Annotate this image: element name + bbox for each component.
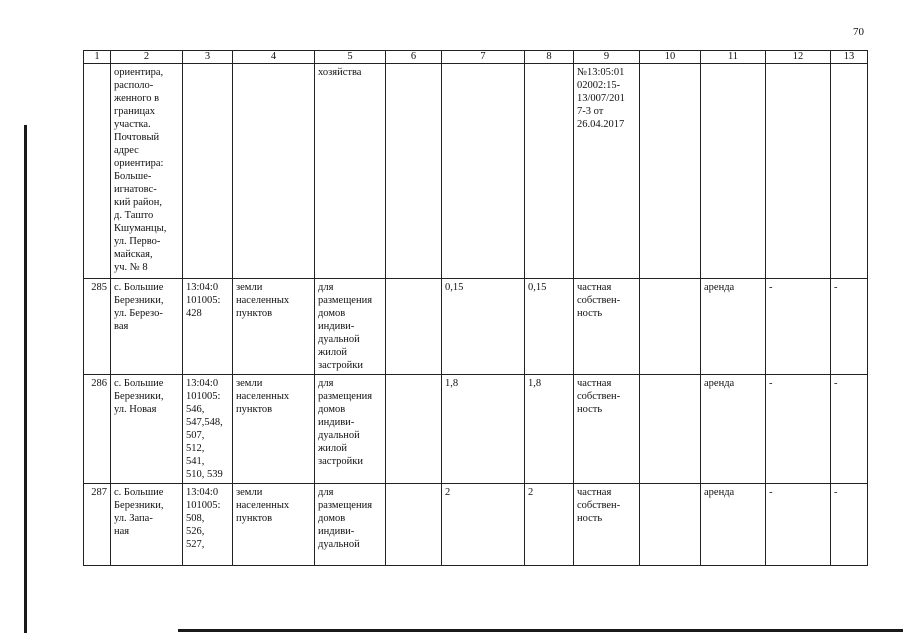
area-2-cell: 1,8 bbox=[525, 375, 574, 484]
permitted-use-cell: хозяйства bbox=[315, 64, 386, 279]
col10-cell bbox=[640, 375, 701, 484]
page-number: 70 bbox=[853, 26, 864, 38]
table-row bbox=[84, 375, 868, 484]
row-number: 285 bbox=[84, 279, 111, 375]
area-2-cell: 0,15 bbox=[525, 279, 574, 375]
ownership-cell: частная собствен- ность bbox=[574, 279, 640, 375]
location-cell: с. Большие Березники, ул. Запа- ная bbox=[111, 484, 183, 566]
col12-cell: - bbox=[766, 375, 831, 484]
col10-cell bbox=[640, 484, 701, 566]
col-header-7: 7 bbox=[442, 51, 525, 64]
col-header-8: 8 bbox=[525, 51, 574, 64]
col6-cell bbox=[386, 64, 442, 279]
scan-left-edge-shadow bbox=[24, 125, 27, 633]
col12-cell: - bbox=[766, 484, 831, 566]
col13-cell: - bbox=[831, 375, 868, 484]
location-cell: с. Большие Березники, ул. Новая bbox=[111, 375, 183, 484]
col-header-2: 2 bbox=[111, 51, 183, 64]
ownership-cell: частная собствен- ность bbox=[574, 484, 640, 566]
area-2-cell: 2 bbox=[525, 484, 574, 566]
col13-cell bbox=[831, 64, 868, 279]
col-header-11: 11 bbox=[701, 51, 766, 64]
permitted-use-cell: для размещения домов индиви- дуальной жилой застройки bbox=[315, 279, 386, 375]
col-header-5: 5 bbox=[315, 51, 386, 64]
cadastral-number-cell: 13:04:0 101005: 428 bbox=[183, 279, 233, 375]
table-row bbox=[84, 484, 868, 566]
col-header-4: 4 bbox=[233, 51, 315, 64]
cadastral-number-cell: 13:04:0 101005: 508, 526, 527, bbox=[183, 484, 233, 566]
col13-cell: - bbox=[831, 484, 868, 566]
land-category-cell: земли населенных пунктов bbox=[233, 484, 315, 566]
encumbrance-cell: аренда bbox=[701, 375, 766, 484]
col-header-12: 12 bbox=[766, 51, 831, 64]
col12-cell: - bbox=[766, 279, 831, 375]
col-header-10: 10 bbox=[640, 51, 701, 64]
row-number: 286 bbox=[84, 375, 111, 484]
location-cell: с. Большие Березники, ул. Березо- вая bbox=[111, 279, 183, 375]
col10-cell bbox=[640, 64, 701, 279]
location-cell: ориентира, располо- женного в границах участка. Почтовый адрес ориентира: Больше- игнатовс- кий район, д. Ташто Кшуманцы, ул. Перво- майская, уч. № 8 bbox=[111, 64, 183, 279]
col-header-3: 3 bbox=[183, 51, 233, 64]
area-cell: 0,15 bbox=[442, 279, 525, 375]
area-cell bbox=[442, 64, 525, 279]
col6-cell bbox=[386, 484, 442, 566]
area-cell: 1,8 bbox=[442, 375, 525, 484]
col10-cell bbox=[640, 279, 701, 375]
cadastral-number-cell bbox=[183, 64, 233, 279]
col-header-6: 6 bbox=[386, 51, 442, 64]
scan-bottom-edge-shadow bbox=[178, 629, 903, 632]
column-number-row bbox=[84, 51, 868, 64]
table-row bbox=[84, 64, 868, 279]
permitted-use-cell: для размещения домов индиви- дуальной bbox=[315, 484, 386, 566]
encumbrance-cell: аренда bbox=[701, 279, 766, 375]
permitted-use-cell: для размещения домов индиви- дуальной жилой застройки bbox=[315, 375, 386, 484]
land-registry-table bbox=[83, 50, 868, 566]
cadastral-number-cell: 13:04:0 101005: 546, 547,548, 507, 512, 541, 510, 539 bbox=[183, 375, 233, 484]
col-header-1: 1 bbox=[84, 51, 111, 64]
col12-cell bbox=[766, 64, 831, 279]
area-cell: 2 bbox=[442, 484, 525, 566]
encumbrance-cell: аренда bbox=[701, 484, 766, 566]
encumbrance-cell bbox=[701, 64, 766, 279]
ownership-cell: №13:05:01 02002:15- 13/007/201 7-3 от 26.04.2017 bbox=[574, 64, 640, 279]
area-2-cell bbox=[525, 64, 574, 279]
land-category-cell bbox=[233, 64, 315, 279]
col-header-9: 9 bbox=[574, 51, 640, 64]
col6-cell bbox=[386, 279, 442, 375]
col-header-13: 13 bbox=[831, 51, 868, 64]
land-category-cell: земли населенных пунктов bbox=[233, 375, 315, 484]
land-category-cell: земли населенных пунктов bbox=[233, 279, 315, 375]
col6-cell bbox=[386, 375, 442, 484]
ownership-cell: частная собствен- ность bbox=[574, 375, 640, 484]
row-number bbox=[84, 64, 111, 279]
row-number: 287 bbox=[84, 484, 111, 566]
table-row bbox=[84, 279, 868, 375]
col13-cell: - bbox=[831, 279, 868, 375]
